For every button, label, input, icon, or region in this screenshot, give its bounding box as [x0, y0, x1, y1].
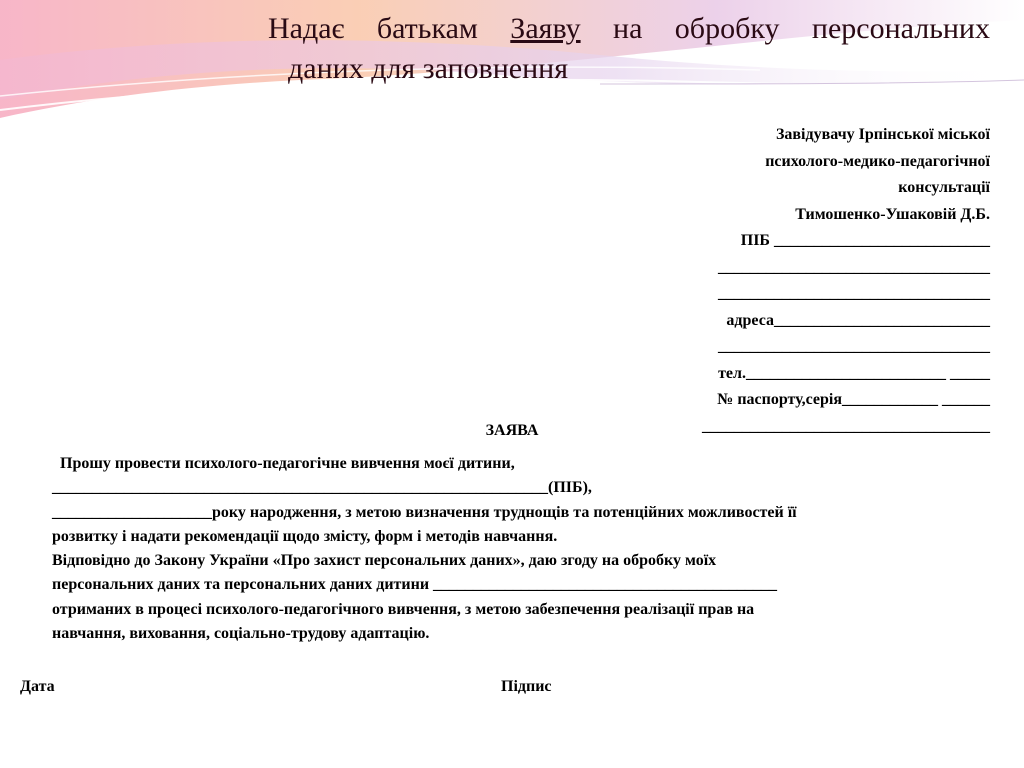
pib-field: ПІБ ___________________________: [740, 232, 990, 249]
title-underlined-word: Заяву: [510, 12, 581, 45]
title-suffix: на обробку персональних: [613, 12, 990, 45]
address-field: адреса___________________________: [726, 311, 990, 329]
signature-label: Підпис: [501, 678, 552, 695]
addressee-line: консультації: [898, 179, 990, 196]
statement-heading: ЗАЯВА: [485, 422, 539, 439]
statement-line: ____________________року народження, з метою визначення труднощів та потенційних можливостей її: [52, 503, 797, 521]
phone-field: тел._________________________ _____: [718, 364, 990, 382]
blank-line: __________________________________: [718, 258, 990, 276]
statement-line: ______________________________________________________________(ПІБ),: [52, 479, 592, 497]
statement-body: [52, 452, 982, 646]
passport-field: № паспорту,серія____________ ______: [717, 391, 990, 408]
addressee-block: [630, 122, 990, 440]
statement-line: Відповідно до Закону України «Про захист персональних даних», даю згоду на обробку моїх: [52, 552, 717, 570]
statement-line: навчання, виховання, соціально-трудову адаптацію.: [52, 625, 430, 643]
statement-line: розвитку і надати рекомендації щодо змісту, форм і методів навчання.: [52, 527, 558, 545]
addressee-line: психолого-медико-педагогічної: [765, 152, 990, 170]
slide-title: [268, 12, 990, 46]
statement-line: Прошу провести психолого-педагогічне вивчення моєї дитини,: [60, 455, 515, 472]
title-prefix: Надає батькам: [268, 12, 478, 45]
statement-line: отриманих в процесі психолого-педагогічного вивчення, з метою забезпечення реалізації прав на: [52, 600, 755, 618]
statement-line: персональних даних та персональних даних дитини ___________________________________________: [52, 576, 778, 594]
addressee-line: Завідувачу Ірпінської міської: [775, 126, 990, 143]
date-label: Дата: [20, 678, 55, 695]
addressee-line: Тимошенко-Ушаковій Д.Б.: [795, 205, 990, 223]
blank-line: __________________________________: [718, 338, 990, 355]
blank-line: __________________________________: [718, 285, 990, 302]
slide-title-line2: даних для заповнення: [288, 52, 568, 85]
blank-line: ____________________________________: [702, 417, 990, 435]
